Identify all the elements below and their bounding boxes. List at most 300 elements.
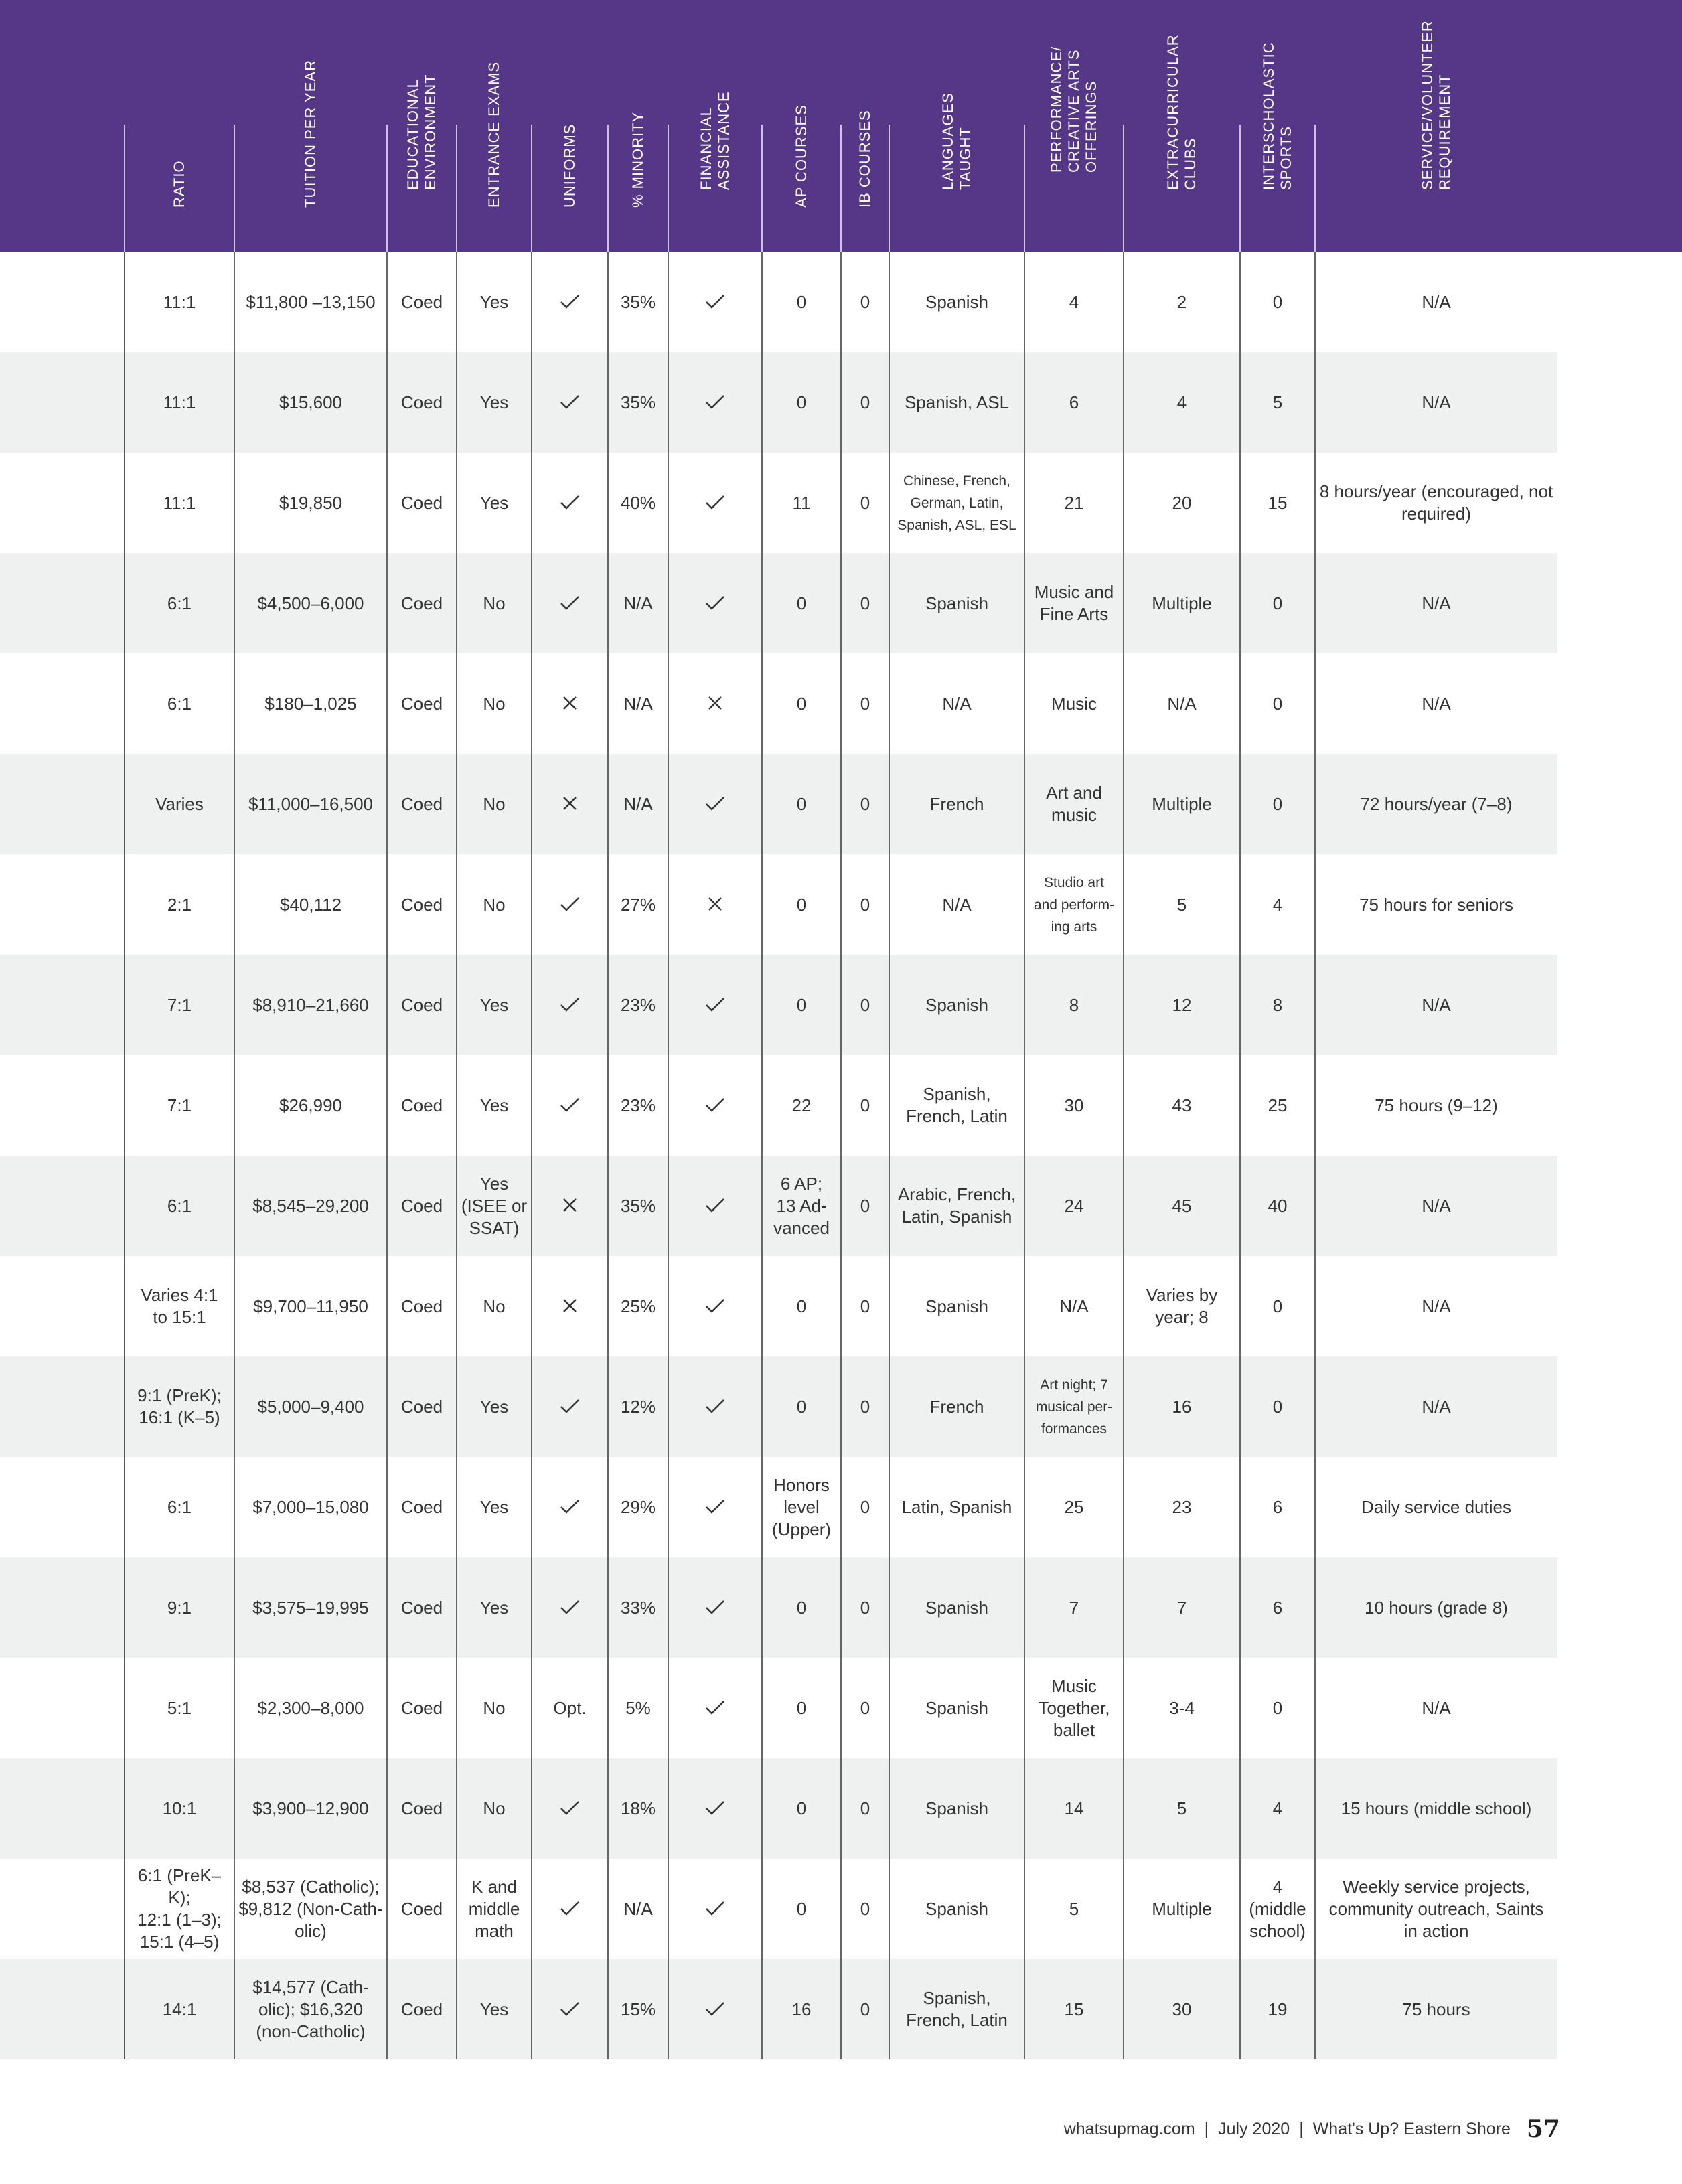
- cell-tuition: $2,300–8,000: [257, 1697, 364, 1718]
- column-header-label: EXTRACURRICULAR CLUBS: [1164, 34, 1199, 190]
- x-icon: [707, 894, 723, 916]
- cell-ratio: 7:1: [167, 1095, 192, 1115]
- check-icon: [705, 793, 725, 815]
- cell-ib: 0: [860, 1095, 870, 1115]
- x-icon: [562, 693, 578, 715]
- cell-arts: 15: [1064, 1999, 1084, 2019]
- column-header-clubs: [1124, 0, 1240, 252]
- cell-ap: 0: [796, 1798, 807, 1818]
- cell-exams: Yes (ISEE or SSAT): [461, 1173, 528, 1238]
- cell-uniforms: [532, 1758, 608, 1859]
- cell-uniforms: [532, 1055, 608, 1156]
- cell-ib: 0: [860, 994, 870, 1015]
- cell-lang: Spanish: [925, 1898, 988, 1919]
- cell-sports: 0: [1272, 1396, 1283, 1417]
- cell-tuition: $26,990: [279, 1095, 342, 1115]
- cell-sports: 8: [1272, 994, 1283, 1015]
- column-header-label: PERFORMANCE/ CREATIVE ARTS OFFERINGS: [1048, 46, 1099, 173]
- header-divider: [1024, 125, 1025, 252]
- cell-lang: Spanish: [925, 1798, 988, 1818]
- cell-minority: 33%: [620, 1597, 656, 1618]
- cell-ib: 0: [860, 1496, 870, 1517]
- cell-lang: Spanish: [925, 291, 988, 312]
- column-divider: [1123, 125, 1124, 2059]
- cell-ib: 0: [860, 1195, 870, 1216]
- cell-arts: 30: [1064, 1095, 1084, 1115]
- cell-uniforms: [532, 653, 608, 754]
- header-divider: [668, 125, 669, 252]
- column-divider: [607, 125, 609, 2059]
- header-divider: [456, 125, 457, 252]
- cell-lang: N/A: [942, 693, 972, 714]
- x-icon: [562, 1296, 578, 1318]
- check-icon: [705, 1798, 725, 1820]
- cell-aid: [668, 1055, 762, 1156]
- header-divider: [607, 125, 609, 252]
- cell-arts: Music Together, ballet: [1038, 1675, 1110, 1740]
- check-icon: [560, 392, 580, 414]
- x-icon: [562, 793, 578, 815]
- cell-service: N/A: [1422, 693, 1451, 714]
- check-icon: [705, 1999, 725, 2021]
- cell-tuition: $8,910–21,660: [252, 994, 369, 1015]
- cell-exams: Yes: [479, 1396, 509, 1417]
- check-icon: [705, 1496, 725, 1518]
- check-icon: [705, 1597, 725, 1619]
- cell-exams: K and middle math: [468, 1876, 520, 1941]
- cell-env: Coed: [400, 291, 443, 312]
- cell-ap: 0: [796, 994, 807, 1015]
- cell-service: 10 hours (grade 8): [1365, 1597, 1508, 1618]
- cell-arts: 7: [1069, 1597, 1079, 1618]
- cell-ib: 0: [860, 1597, 870, 1618]
- cell-aid: [668, 1658, 762, 1758]
- cell-lang: Spanish, ASL: [904, 392, 1010, 412]
- cell-clubs: 5: [1176, 894, 1187, 915]
- cell-clubs: 2: [1176, 291, 1187, 312]
- check-icon: [560, 1496, 580, 1518]
- cell-aid: [668, 955, 762, 1055]
- cell-ratio: 9:1: [167, 1597, 192, 1618]
- cell-ib: 0: [860, 793, 870, 814]
- column-header-label: % MINORITY: [629, 111, 646, 208]
- column-header-env: [387, 0, 457, 252]
- column-header-label: AP COURSES: [793, 104, 810, 208]
- column-header-service: [1315, 0, 1557, 252]
- cell-lang: Spanish: [925, 1296, 988, 1316]
- column-header-aid: [668, 0, 762, 252]
- cell-arts: 8: [1069, 994, 1079, 1015]
- cell-tuition: $5,000–9,400: [257, 1396, 364, 1417]
- cell-service: N/A: [1422, 392, 1451, 412]
- cell-service: Daily service duties: [1361, 1496, 1511, 1517]
- cell-ib: 0: [860, 693, 870, 714]
- cell-arts: 6: [1069, 392, 1079, 412]
- check-icon: [560, 1597, 580, 1619]
- cell-aid: [668, 1356, 762, 1457]
- column-divider: [1314, 125, 1316, 2059]
- cell-arts: 21: [1064, 492, 1084, 513]
- cell-exams: No: [483, 593, 506, 613]
- column-header-label: ENTRANCE EXAMS: [485, 61, 502, 208]
- cell-uniforms: [532, 1557, 608, 1658]
- check-icon: [705, 994, 725, 1016]
- header-divider: [889, 125, 890, 252]
- cell-env: Coed: [400, 693, 443, 714]
- cell-arts: 14: [1064, 1798, 1084, 1818]
- column-divider: [889, 125, 890, 2059]
- cell-tuition: $9,700–11,950: [253, 1296, 368, 1316]
- cell-minority: N/A: [623, 593, 653, 613]
- cell-clubs: N/A: [1167, 693, 1197, 714]
- cell-sports: 5: [1272, 392, 1283, 412]
- check-icon: [705, 1195, 725, 1217]
- cell-ratio: 14:1: [162, 1999, 197, 2019]
- cell-tuition: $4,500–6,000: [257, 593, 364, 613]
- column-header-label: TUITION PER YEAR: [302, 60, 319, 208]
- cell-ratio: 6:1: [167, 1195, 192, 1216]
- cell-minority: 23%: [620, 994, 656, 1015]
- check-icon: [705, 1697, 725, 1719]
- cell-service: 72 hours/year (7–8): [1360, 793, 1513, 814]
- cell-uniforms: [532, 553, 608, 653]
- cell-clubs: 4: [1176, 392, 1187, 412]
- column-header-sports: [1240, 0, 1315, 252]
- cell-aid: [668, 1557, 762, 1658]
- column-header-label: RATIO: [171, 160, 187, 208]
- cell-env: Coed: [400, 1396, 443, 1417]
- cell-ap: 0: [796, 1898, 807, 1919]
- cell-env: Coed: [400, 593, 443, 613]
- cell-lang: French: [929, 793, 984, 814]
- cell-exams: No: [483, 793, 506, 814]
- cell-ib: 0: [860, 1898, 870, 1919]
- cell-uniforms: [532, 1256, 608, 1356]
- check-icon: [560, 1095, 580, 1117]
- check-icon: [560, 291, 580, 313]
- cell-env: Coed: [400, 1296, 443, 1316]
- check-icon: [705, 291, 725, 313]
- cell-minority: 29%: [620, 1496, 656, 1517]
- check-icon: [705, 1296, 725, 1318]
- check-icon: [560, 1898, 580, 1920]
- cell-aid: [668, 453, 762, 553]
- cell-ib: 0: [860, 1396, 870, 1417]
- cell-sports: 15: [1268, 492, 1288, 513]
- cell-arts: 24: [1064, 1195, 1084, 1216]
- cell-uniforms: [532, 1356, 608, 1457]
- cell-clubs: 20: [1172, 492, 1192, 513]
- header-divider: [386, 125, 388, 252]
- column-header-label: UNIFORMS: [561, 123, 578, 208]
- cell-lang: Spanish: [925, 593, 988, 613]
- header-divider: [1314, 125, 1316, 252]
- cell-minority: N/A: [623, 793, 653, 814]
- cell-arts: 4: [1069, 291, 1079, 312]
- cell-ratio: Varies 4:1 to 15:1: [141, 1285, 218, 1327]
- cell-arts: Music and Fine Arts: [1034, 582, 1114, 624]
- cell-minority: 35%: [620, 291, 656, 312]
- column-divider: [840, 125, 842, 2059]
- cell-env: Coed: [400, 894, 443, 915]
- cell-env: Coed: [400, 1798, 443, 1818]
- check-icon: [560, 894, 580, 916]
- cell-clubs: Multiple: [1152, 793, 1212, 814]
- column-header-uniforms: [532, 0, 608, 252]
- cell-ratio: 6:1: [167, 593, 192, 613]
- column-header-ib: [841, 0, 889, 252]
- cell-service: 8 hours/year (encouraged, not required): [1319, 481, 1553, 524]
- cell-service: N/A: [1422, 291, 1451, 312]
- footer-separator: |: [1204, 2119, 1209, 2138]
- column-header-minority: [608, 0, 668, 252]
- cell-ap: 0: [796, 593, 807, 613]
- cell-minority: N/A: [623, 693, 653, 714]
- cell-ap: 0: [796, 894, 807, 915]
- cell-aid: [668, 1859, 762, 1959]
- cell-ratio: 5:1: [167, 1697, 192, 1718]
- cell-clubs: 5: [1176, 1798, 1187, 1818]
- cell-clubs: Multiple: [1152, 1898, 1212, 1919]
- column-divider: [1239, 125, 1241, 2059]
- cell-clubs: Multiple: [1152, 593, 1212, 613]
- cell-exams: Yes: [479, 392, 509, 412]
- cell-minority: 27%: [620, 894, 656, 915]
- cell-service: 15 hours (middle school): [1341, 1798, 1532, 1818]
- cell-minority: 12%: [620, 1396, 656, 1417]
- cell-sports: 6: [1272, 1496, 1283, 1517]
- cell-env: Coed: [400, 793, 443, 814]
- cell-aid: [668, 653, 762, 754]
- cell-sports: 0: [1272, 593, 1283, 613]
- header-divider: [1239, 125, 1241, 252]
- cell-minority: 23%: [620, 1095, 656, 1115]
- cell-uniforms: [532, 955, 608, 1055]
- cell-lang: Spanish: [925, 994, 988, 1015]
- cell-lang: N/A: [942, 894, 972, 915]
- column-header-label: EDUCATIONAL ENVIRONMENT: [404, 74, 439, 190]
- column-header-label: INTERSCHOLASTIC SPORTS: [1260, 42, 1294, 190]
- cell-minority: 40%: [620, 492, 656, 513]
- page-number: 57: [1526, 2115, 1560, 2143]
- cell-service: N/A: [1422, 994, 1451, 1015]
- cell-ap: 22: [791, 1095, 812, 1115]
- cell-minority: 35%: [620, 392, 656, 412]
- cell-lang: Spanish, French, Latin: [906, 1084, 1008, 1126]
- cell-ratio: 6:1: [167, 693, 192, 714]
- cell-tuition: $14,577 (Cath- olic); $16,320 (non-Catholic): [252, 1976, 369, 2041]
- column-header-label: SERVICE/VOLUNTEER REQUIREMENT: [1419, 20, 1453, 190]
- cell-aid: [668, 1457, 762, 1557]
- cell-ap: 0: [796, 793, 807, 814]
- cell-aid: [668, 1156, 762, 1256]
- cell-minority: N/A: [623, 1898, 653, 1919]
- cell-env: Coed: [400, 1898, 443, 1919]
- cell-env: Coed: [400, 994, 443, 1015]
- cell-ratio: 9:1 (PreK); 16:1 (K–5): [137, 1385, 222, 1427]
- cell-clubs: 43: [1172, 1095, 1192, 1115]
- cell-aid: [668, 1256, 762, 1356]
- page-footer: [1064, 2109, 1560, 2149]
- cell-aid: [668, 1959, 762, 2059]
- cell-clubs: Varies by year; 8: [1146, 1285, 1218, 1327]
- cell-tuition: $40,112: [279, 894, 342, 915]
- cell-exams: Yes: [479, 994, 509, 1015]
- cell-env: Coed: [400, 1999, 443, 2019]
- footer-site: whatsupmag.com: [1063, 2119, 1195, 2138]
- cell-clubs: 16: [1172, 1396, 1192, 1417]
- check-icon: [705, 593, 725, 615]
- cell-arts: 5: [1069, 1898, 1079, 1919]
- cell-aid: [668, 854, 762, 955]
- cell-arts: Art night; 7 musical per- formances: [1035, 1377, 1113, 1437]
- cell-ap: 0: [796, 1296, 807, 1316]
- column-header-ap: [762, 0, 841, 252]
- cell-ap: 0: [796, 291, 807, 312]
- cell-ap: 0: [796, 1697, 807, 1718]
- cell-arts: Art and music: [1046, 783, 1102, 825]
- cell-env: Coed: [400, 1095, 443, 1115]
- cell-tuition: $11,000–16,500: [248, 793, 374, 814]
- column-divider: [761, 125, 763, 2059]
- cell-tuition: $11,800 –13,150: [246, 291, 376, 312]
- cell-exams: No: [483, 1296, 506, 1316]
- cell-uniforms: [532, 1859, 608, 1959]
- column-header-label: FINANCIAL ASSISTANCE: [698, 91, 732, 190]
- cell-lang: Arabic, French, Latin, Spanish: [897, 1184, 1016, 1227]
- cell-uniforms: [532, 453, 608, 553]
- check-icon: [560, 593, 580, 615]
- column-divider: [668, 125, 669, 2059]
- cell-lang: Chinese, French, German, Latin, Spanish, ASL, ESL: [897, 473, 1016, 533]
- cell-ap: 11: [792, 492, 811, 513]
- cell-ib: 0: [860, 1999, 870, 2019]
- cell-ap: 16: [791, 1999, 812, 2019]
- cell-ratio: 10:1: [162, 1798, 197, 1818]
- cell-service: 75 hours (9–12): [1375, 1095, 1498, 1115]
- header-divider: [531, 125, 532, 252]
- cell-arts: N/A: [1059, 1296, 1089, 1316]
- cell-tuition: $8,537 (Catholic); $9,812 (Non-Cath- olic): [238, 1876, 383, 1941]
- cell-clubs: 12: [1172, 994, 1192, 1015]
- cell-sports: 0: [1272, 1697, 1283, 1718]
- cell-ib: 0: [860, 894, 870, 915]
- cell-service: N/A: [1422, 1697, 1451, 1718]
- cell-exams: No: [483, 894, 506, 915]
- check-icon: [560, 492, 580, 514]
- cell-exams: No: [483, 1697, 506, 1718]
- cell-sports: 40: [1268, 1195, 1288, 1216]
- cell-minority: 15%: [620, 1999, 656, 2019]
- cell-arts: Studio art and perform- ing arts: [1033, 874, 1115, 935]
- cell-ib: 0: [860, 1296, 870, 1316]
- cell-exams: No: [483, 1798, 506, 1818]
- cell-lang: Spanish: [925, 1697, 988, 1718]
- cell-sports: 6: [1272, 1597, 1283, 1618]
- cell-exams: Yes: [479, 1496, 509, 1517]
- x-icon: [707, 693, 723, 715]
- cell-ratio: 7:1: [167, 994, 192, 1015]
- header-divider: [234, 125, 235, 252]
- cell-ap: 0: [796, 392, 807, 412]
- check-icon: [560, 1999, 580, 2021]
- cell-uniforms: [532, 1457, 608, 1557]
- check-icon: [560, 1396, 580, 1418]
- cell-lang: Latin, Spanish: [901, 1496, 1012, 1517]
- cell-ratio: 2:1: [167, 894, 192, 915]
- cell-env: Coed: [400, 392, 443, 412]
- column-header-tuition: [234, 0, 387, 252]
- cell-service: N/A: [1422, 593, 1451, 613]
- cell-lang: Spanish, French, Latin: [906, 1988, 1008, 2030]
- check-icon: [705, 1898, 725, 1920]
- cell-sports: 4: [1272, 894, 1283, 915]
- cell-uniforms: [532, 754, 608, 854]
- cell-service: 75 hours: [1402, 1999, 1470, 2019]
- cell-sports: 4 (middle school): [1249, 1876, 1306, 1941]
- cell-uniforms: [532, 1156, 608, 1256]
- check-icon: [705, 492, 725, 514]
- column-divider: [124, 125, 125, 2059]
- cell-env: Coed: [400, 1597, 443, 1618]
- cell-aid: [668, 754, 762, 854]
- cell-sports: 0: [1272, 793, 1283, 814]
- cell-ib: 0: [860, 492, 870, 513]
- cell-ib: 0: [860, 291, 870, 312]
- cell-tuition: $180–1,025: [264, 693, 357, 714]
- cell-ratio: 11:1: [163, 392, 196, 412]
- cell-ap: 6 AP; 13 Ad- vanced: [773, 1173, 830, 1238]
- cell-env: Coed: [400, 1496, 443, 1517]
- column-divider: [386, 125, 388, 2059]
- cell-tuition: $7,000–15,080: [252, 1496, 369, 1517]
- cell-sports: 0: [1272, 693, 1283, 714]
- cell-sports: 25: [1268, 1095, 1288, 1115]
- cell-minority: 18%: [620, 1798, 656, 1818]
- cell-ib: 0: [860, 392, 870, 412]
- cell-service: 75 hours for seniors: [1359, 894, 1513, 915]
- check-icon: [705, 392, 725, 414]
- cell-clubs: 30: [1172, 1999, 1192, 2019]
- cell-sports: 0: [1272, 1296, 1283, 1316]
- header-divider: [840, 125, 842, 252]
- cell-exams: Yes: [479, 1999, 509, 2019]
- cell-exams: Yes: [479, 492, 509, 513]
- column-divider: [531, 125, 532, 2059]
- cell-exams: No: [483, 693, 506, 714]
- cell-env: Coed: [400, 1697, 443, 1718]
- cell-arts: Music: [1051, 693, 1097, 714]
- cell-clubs: 3-4: [1169, 1697, 1195, 1718]
- cell-exams: Yes: [479, 1597, 509, 1618]
- footer-issue: July 2020: [1218, 2119, 1290, 2138]
- column-header-label: IB COURSES: [856, 110, 873, 208]
- cell-lang: Spanish: [925, 1597, 988, 1618]
- cell-minority: 5%: [625, 1697, 651, 1718]
- cell-exams: Yes: [479, 291, 509, 312]
- cell-minority: 35%: [620, 1195, 656, 1216]
- cell-uniforms: [532, 854, 608, 955]
- column-divider: [1024, 125, 1025, 2059]
- cell-sports: 4: [1272, 1798, 1283, 1818]
- check-icon: [560, 1798, 580, 1820]
- x-icon: [562, 1195, 578, 1217]
- cell-clubs: 45: [1172, 1195, 1192, 1216]
- cell-ratio: 6:1 (PreK–K); 12:1 (1–3); 15:1 (4–5): [137, 1865, 222, 1952]
- cell-ap: 0: [796, 1396, 807, 1417]
- cell-lang: French: [929, 1396, 984, 1417]
- column-header-label: LANGUAGES TAUGHT: [939, 92, 974, 190]
